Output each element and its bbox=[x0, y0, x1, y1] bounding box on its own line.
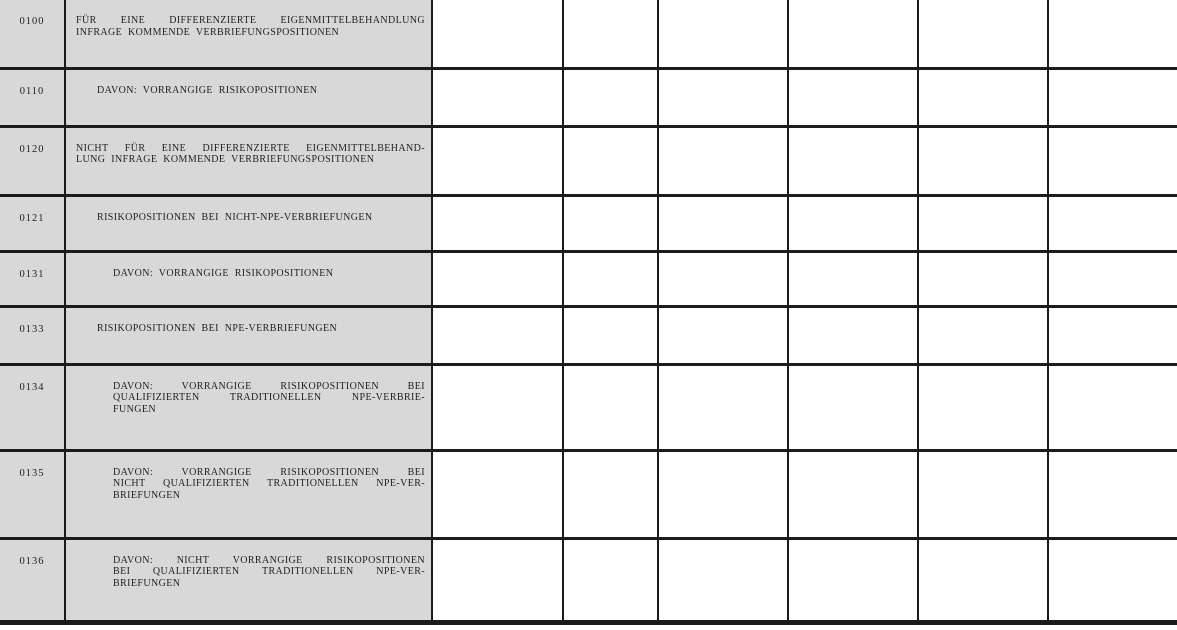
row-code-cell: 0110 bbox=[0, 68, 65, 126]
row-label-cell bbox=[65, 538, 432, 622]
data-cell bbox=[1048, 251, 1177, 306]
row-label-cell bbox=[65, 364, 432, 450]
data-cell bbox=[563, 364, 658, 450]
row-label-line: DAVON: VORRANGIGE RISIKOPOSITIONEN bbox=[97, 84, 318, 96]
row-label-line: NICHT QUALIFIZIERTEN TRADITIONELLEN NPE-VER- bbox=[113, 478, 425, 489]
row-code-cell: 0135 bbox=[0, 450, 65, 538]
data-cell bbox=[788, 0, 918, 68]
data-cell bbox=[788, 306, 918, 364]
data-cell bbox=[788, 538, 918, 622]
data-cell bbox=[1048, 306, 1177, 364]
data-cell bbox=[658, 126, 788, 195]
data-cell bbox=[432, 68, 563, 126]
row-code-cell: 0100 bbox=[0, 0, 65, 68]
row-code-cell: 0133 bbox=[0, 306, 65, 364]
row-label-line: QUALIFIZIERTEN TRADITIONELLEN NPE-VERBRIE- bbox=[113, 392, 425, 403]
data-cell bbox=[788, 364, 918, 450]
data-cell bbox=[918, 0, 1048, 68]
data-cell bbox=[658, 306, 788, 364]
data-cell bbox=[563, 306, 658, 364]
row-code-cell: 0136 bbox=[0, 538, 65, 622]
row-label-line: BEI QUALIFIZIERTEN TRADITIONELLEN NPE-VER- bbox=[113, 566, 425, 577]
data-cell bbox=[432, 306, 563, 364]
row-label-cell bbox=[65, 68, 432, 126]
table-row bbox=[0, 68, 1177, 126]
data-cell bbox=[788, 450, 918, 538]
data-cell bbox=[1048, 0, 1177, 68]
table-row bbox=[0, 306, 1177, 364]
data-cell bbox=[563, 195, 658, 251]
data-cell bbox=[658, 450, 788, 538]
data-cell bbox=[432, 450, 563, 538]
data-cell bbox=[1048, 68, 1177, 126]
table-row bbox=[0, 364, 1177, 450]
row-code-cell: 0134 bbox=[0, 364, 65, 450]
table-row bbox=[0, 0, 1177, 68]
row-label-line: DAVON: VORRANGIGE RISIKOPOSITIONEN bbox=[113, 267, 334, 279]
table-row bbox=[0, 450, 1177, 538]
data-cell bbox=[432, 195, 563, 251]
data-cell bbox=[788, 251, 918, 306]
row-label-cell bbox=[65, 195, 432, 251]
data-cell bbox=[658, 0, 788, 68]
data-cell bbox=[563, 126, 658, 195]
data-cell bbox=[1048, 450, 1177, 538]
row-code-cell: 0121 bbox=[0, 195, 65, 251]
data-cell bbox=[563, 68, 658, 126]
row-label-line: RISIKOPOSITIONEN BEI NPE-VERBRIEFUNGEN bbox=[97, 322, 338, 334]
data-cell bbox=[658, 364, 788, 450]
row-label-line: FUNGEN bbox=[113, 403, 156, 415]
row-label-line: RISIKOPOSITIONEN BEI NICHT-NPE-VERBRIEFUNGEN bbox=[97, 211, 373, 223]
data-cell bbox=[658, 195, 788, 251]
data-cell bbox=[432, 0, 563, 68]
data-cell bbox=[788, 68, 918, 126]
row-label-cell bbox=[65, 251, 432, 306]
row-code-cell: 0131 bbox=[0, 251, 65, 306]
data-cell bbox=[918, 251, 1048, 306]
data-cell bbox=[918, 450, 1048, 538]
data-cell bbox=[918, 538, 1048, 622]
data-cell bbox=[918, 126, 1048, 195]
data-cell bbox=[658, 251, 788, 306]
data-cell bbox=[918, 306, 1048, 364]
data-cell bbox=[1048, 126, 1177, 195]
row-label-cell bbox=[65, 0, 432, 68]
data-cell bbox=[563, 251, 658, 306]
row-label-line: BRIEFUNGEN bbox=[113, 489, 181, 501]
table-row bbox=[0, 251, 1177, 306]
data-cell bbox=[563, 0, 658, 68]
data-cell bbox=[1048, 195, 1177, 251]
row-label-line: INFRAGE KOMMENDE VERBRIEFUNGSPOSITIONEN bbox=[76, 26, 340, 38]
data-cell bbox=[918, 364, 1048, 450]
row-label-line: FÜR EINE DIFFERENZIERTE EIGENMITTELBEHANDLUNG bbox=[76, 15, 425, 26]
row-label-cell bbox=[65, 450, 432, 538]
row-code-cell: 0120 bbox=[0, 126, 65, 195]
table-row bbox=[0, 538, 1177, 622]
data-cell bbox=[788, 195, 918, 251]
row-label-cell bbox=[65, 306, 432, 364]
data-cell bbox=[432, 251, 563, 306]
data-cell bbox=[788, 126, 918, 195]
table-row bbox=[0, 126, 1177, 195]
row-label-cell bbox=[65, 126, 432, 195]
data-cell bbox=[1048, 538, 1177, 622]
row-label-line: LUNG INFRAGE KOMMENDE VERBRIEFUNGSPOSITIONEN bbox=[76, 154, 375, 165]
data-cell bbox=[432, 538, 563, 622]
data-cell bbox=[658, 68, 788, 126]
data-cell bbox=[918, 195, 1048, 251]
data-cell bbox=[563, 538, 658, 622]
row-label-line: NICHT FÜR EINE DIFFERENZIERTE EIGENMITTELBEHAND- bbox=[76, 142, 425, 154]
data-cell bbox=[658, 538, 788, 622]
row-label-line: DAVON: VORRANGIGE RISIKOPOSITIONEN BEI bbox=[113, 466, 425, 478]
data-cell bbox=[432, 126, 563, 195]
table-row bbox=[0, 195, 1177, 251]
data-cell bbox=[918, 68, 1048, 126]
row-label-line: DAVON: NICHT VORRANGIGE RISIKOPOSITIONEN bbox=[113, 554, 425, 566]
data-cell bbox=[563, 450, 658, 538]
data-cell bbox=[1048, 364, 1177, 450]
data-cell bbox=[432, 364, 563, 450]
row-label-line: BRIEFUNGEN bbox=[113, 577, 181, 589]
row-label-line: DAVON: VORRANGIGE RISIKOPOSITIONEN BEI bbox=[113, 380, 425, 392]
